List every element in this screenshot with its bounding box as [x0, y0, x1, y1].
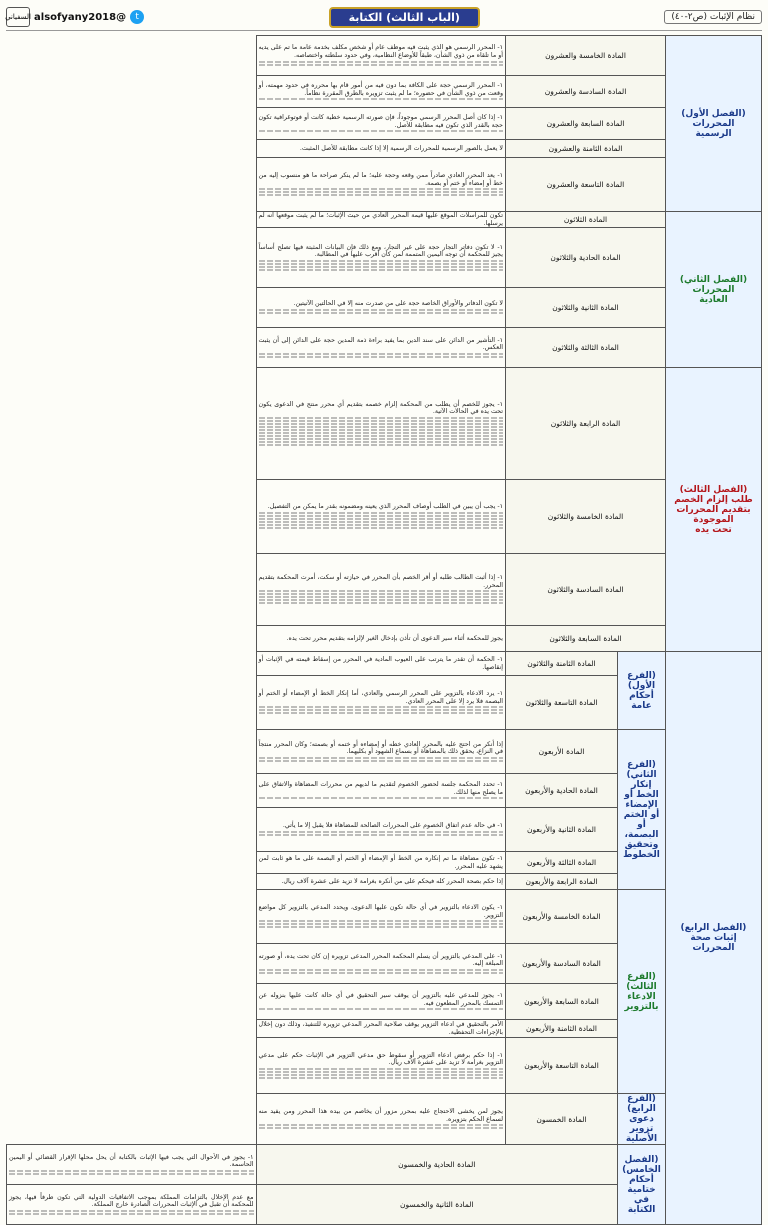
article-text [256, 626, 506, 652]
text-line-placeholder [259, 1127, 504, 1129]
article-text-content: ١- لا تكون دفاتر التجار حجة على غير التجار، ومع ذلك فإن البيانات المثبتة فيها تصلح أساساً يجيز للمحكمة أن توجه اليمين المتممة لمن كان أقرب عليها في المطالبة. [258, 243, 503, 259]
branch-heading [618, 730, 666, 890]
article-text [256, 984, 506, 1020]
chapter-heading [666, 368, 762, 652]
article-text [256, 480, 506, 554]
article-text-content: ١- يجوز للخصم أن يطلب من المحكمة إلزام خصمه بتقديم أي محرر منتج في الدعوى يكون تحت يده في الحالات الآتية. [258, 400, 503, 416]
text-line-placeholder [259, 432, 504, 434]
article-text-content: يجوز للمحكمة أثناء سير الدعوى أن تأذن بإدخال الغير لإلزامه بتقديم محرر تحت يده. [286, 634, 503, 642]
text-line-placeholder [259, 1077, 504, 1079]
article-text [7, 1185, 257, 1225]
article-row [7, 108, 762, 140]
article-row [7, 288, 762, 328]
branch-title: (الفرع الرابع) دعوى تزوير [627, 1094, 656, 1135]
article-number: المادة الحادية والثلاثون [506, 228, 666, 288]
article-number: المادة الخامسة والأربعون [506, 890, 618, 944]
article-text [256, 368, 506, 480]
text-line-placeholder [259, 429, 504, 431]
branch-heading [618, 890, 666, 1094]
text-line-placeholder [259, 602, 504, 604]
article-row [7, 1094, 762, 1145]
article-text-content: ١- في حالة عدم اتفاق الخصوم على المحررات الصالحة للمضاهاة فلا يقبل إلا ما يأتي. [282, 822, 503, 830]
article-number: المادة الثانية والثلاثون [506, 288, 666, 328]
branch-subtitle: الادعاء بالتزوير [624, 991, 659, 1012]
article-number: المادة السابعة والأربعون [506, 984, 618, 1020]
article-text [256, 652, 506, 676]
article-text [256, 730, 506, 774]
text-line-placeholder [9, 1173, 254, 1175]
article-text-content: ١- المحرر الرسمي هو الذي يثبت فيه موظف عام أو شخص مكلف بخدمة عامة ما تم على يديه أو ما تلقاه من ذوي الشأن، طبقاً للأوضاع النظامية، وفي حدود سلطته واختصاصه. [258, 44, 503, 59]
text-line-placeholder [259, 417, 504, 419]
branch-heading [618, 1094, 666, 1145]
article-text [256, 852, 506, 874]
system-label: نظام الإثبات (ص٢-٤٠) [664, 10, 762, 24]
chapter-heading [666, 212, 762, 368]
text-line-placeholder [259, 521, 504, 523]
article-number: المادة السادسة والثلاثون [506, 554, 666, 626]
article-text-content: ١- يجب أن يبين في الطلب أوصاف المحرر الذي يعينه ومضمونه بقدر ما يمكن من التفصيل. [267, 503, 503, 511]
text-line-placeholder [259, 269, 504, 271]
text-line-placeholder [259, 797, 504, 799]
account [6, 7, 144, 27]
chapter-subtitle: المحررات [692, 943, 735, 954]
article-number: المادة الأربعون [506, 730, 618, 774]
text-line-placeholder [259, 923, 504, 925]
article-row [7, 652, 762, 676]
chapter-title: (الفصل الرابع) إثبات صحة [680, 923, 747, 944]
branch-subtitle: الخطوط [623, 849, 660, 860]
article-number: المادة الحادية والخمسون [256, 1145, 618, 1185]
article-text [256, 1020, 506, 1038]
article-number: المادة السابعة والعشرون [506, 108, 666, 140]
article-text-content: ١- الحكمة أن تقدر ما يترتب على العيوب المادية في المحرر من إسقاط قيمته في الإثبات أو إنقاصها. [258, 656, 503, 671]
chapter-heading [666, 36, 762, 212]
text-line-placeholder [259, 709, 504, 711]
text-line-placeholder [259, 441, 504, 443]
branch-subtitle: الأصلية [625, 1134, 658, 1145]
text-line-placeholder [259, 423, 504, 425]
article-number: المادة السادسة والأربعون [506, 944, 618, 984]
chapter-title: (الفصل الخامس) أحكام [622, 1154, 661, 1185]
article-text-content: إذا أنكر من احتج عليه بالمحرر العادي خطه أو إمضاءه أو ختمه أو بصمته؛ وكان المحرر منتجاً في النزاع، يحقق ذلك بالمضاهاة أو بسماع الشهود أو بكليهما. [258, 740, 503, 756]
text-line-placeholder [259, 593, 504, 595]
chapter-title: (الفصل الثاني) المحررات [679, 274, 748, 295]
article-text [256, 1038, 506, 1094]
text-line-placeholder [259, 972, 504, 974]
branch-subtitle: أحكام عامة [629, 690, 654, 711]
article-number: المادة الرابعة والثلاثون [506, 368, 666, 480]
chapter-subtitle: تحت يده [695, 524, 732, 535]
text-line-placeholder [259, 524, 504, 526]
article-text-content: ١- إذا كان أصل المحرر الرسمي موجوداً، فإن صورته الرسمية خطية كانت أو فوتوغرافية تكون حجة بالقدر الذي تكون فيه مطابقة للأصل. [258, 113, 503, 129]
text-line-placeholder [259, 438, 504, 440]
article-number: المادة الثامنة والثلاثون [506, 652, 618, 676]
article-row [7, 36, 762, 76]
article-text [256, 1094, 506, 1145]
article-number: المادة الثالثة والثلاثون [506, 328, 666, 368]
text-line-placeholder [259, 760, 504, 762]
text-line-placeholder [259, 527, 504, 529]
article-text-content: الأمر بالتحقيق في ادعاء التزوير يوقف صلاحية المحرر المدعي تزويره للتنفيذ، وذلك دون إخلال بالإجراءات التحفظية. [258, 1021, 503, 1036]
text-line-placeholder [259, 706, 504, 708]
article-text [256, 108, 506, 140]
text-line-placeholder [259, 1124, 504, 1126]
text-line-placeholder [259, 599, 504, 601]
article-row [7, 554, 762, 626]
text-line-placeholder [259, 512, 504, 514]
article-text-content: ١- يجوز في الأحوال التي يجب فيها الإثبات بالكتابة أن يحل محلها الإقرار القضائي أو اليمين الحاسمة. [9, 1153, 254, 1169]
branch-title: (الفرع الأول) [627, 670, 656, 691]
text-line-placeholder [259, 1074, 504, 1076]
article-number: المادة الخامسة والعشرون [506, 36, 666, 76]
article-text-content: ١- يكون الادعاء بالتزوير في أي حالة تكون عليها الدعوى، ويحدد المدعي بالتزوير كل مواضع التزوير. [258, 904, 503, 919]
text-line-placeholder [259, 712, 504, 714]
article-row [7, 212, 762, 228]
branch-heading [618, 652, 666, 730]
article-text-content: ١- التأشير من الدائن على سند الدين بما يفيد براءة ذمة المدين حجة على الدائن إلى أن يثبت العكس. [258, 336, 503, 352]
chapter-heading [666, 652, 762, 1225]
text-line-placeholder [259, 590, 504, 592]
article-number: المادة الخمسون [506, 1094, 618, 1145]
article-text-content: تكون للمراسلات الموقع عليها قيمة المحرر العادي من حيث الإثبات؛ ما لم يثبت موقعها أنه لم يرسلها. [258, 212, 503, 227]
article-text-content: ١- على المدعي بالتزوير أن يسلم المحكمة المحرر المدعى تزويره إن كان تحت يده، أو صورته المبلغة إليه. [258, 952, 503, 968]
article-row [7, 140, 762, 158]
text-line-placeholder [259, 309, 504, 311]
author-logo: السفياني [6, 7, 30, 27]
article-row [7, 328, 762, 368]
article-number: المادة الثامنة والأربعون [506, 1020, 618, 1038]
text-line-placeholder [259, 1071, 504, 1073]
header [6, 4, 762, 31]
text-line-placeholder [259, 920, 504, 922]
article-number: المادة الثامنة والعشرون [506, 140, 666, 158]
article-text [256, 328, 506, 368]
text-line-placeholder [9, 1213, 254, 1215]
text-line-placeholder [259, 426, 504, 428]
chapter-subtitle: ختامية في الكتابة [627, 1184, 656, 1215]
article-number: المادة التاسعة والعشرون [506, 158, 666, 212]
branch-title: (الفرع الثالث) [626, 971, 657, 992]
article-text-content: ١- تحدد المحكمة جلسة لحضور الخصوم لتقديم ما لديهم من محررات المضاهاة والاتفاق على ما يصلح منها لذلك. [258, 781, 503, 796]
text-line-placeholder [259, 518, 504, 520]
text-line-placeholder [259, 969, 504, 971]
article-row [7, 158, 762, 212]
article-number: المادة التاسعة والأربعون [506, 1038, 618, 1094]
article-row [7, 1145, 762, 1185]
text-line-placeholder [259, 757, 504, 759]
text-line-placeholder [259, 353, 504, 355]
article-text-content: ١- يعد المحرر العادي صادراً ممن وقعه وحجة عليه؛ ما لم ينكر صراحة ما هو منسوب إليه من خط أو إمضاء أو ختم أو بصمة. [258, 171, 503, 187]
article-row [7, 76, 762, 108]
article-text [7, 1145, 257, 1185]
article-text [256, 140, 506, 158]
article-text [256, 158, 506, 212]
article-text [256, 890, 506, 944]
article-text [256, 212, 506, 228]
text-line-placeholder [259, 130, 504, 132]
article-text-content: ١- إذا حكم برفض ادعاء التزوير أو سقوط حق مدعي التزوير في الإثبات حكم على مدعي التزوير بغرامة لا تزيد على عشرة آلاف ريال. [258, 1051, 503, 1067]
article-text [256, 36, 506, 76]
text-line-placeholder [259, 926, 504, 928]
text-line-placeholder [259, 356, 504, 358]
article-row [7, 480, 762, 554]
text-line-placeholder [9, 1170, 254, 1172]
text-line-placeholder [9, 1210, 254, 1212]
article-text-content: ١- المحرر الرسمي حجة على الكافة بما دون فيه من أمور قام بها محرره في حدود مهمته، أو وقعت من ذوي الشأن في حضوره؛ ما لم يثبت تزويره بالطرق المقررة نظاماً. [258, 81, 503, 97]
chapter-heading [618, 1145, 666, 1225]
article-row [7, 730, 762, 774]
article-text-content: ١- يرد الادعاء بالتزوير على المحرر الرسمي والعادي، أما إنكار الخط أو الإمضاء أو الختم أو البصمة فلا يرد إلا على المحرر العادي. [258, 690, 503, 705]
article-text-content: لا تكون الدفاتر والأوراق الخاصة حجة على من صدرت منه إلا في الحالتين الآتيتين. [293, 300, 503, 308]
article-number: المادة الثانية والخمسون [256, 1185, 618, 1225]
chapter-title: (الفصل الأول) المحررات [681, 108, 746, 129]
article-number: المادة الرابعة والأربعون [506, 874, 618, 890]
article-row [7, 890, 762, 944]
articles-table [6, 35, 762, 1225]
twitter-icon: t [130, 10, 144, 24]
text-line-placeholder [259, 1068, 504, 1070]
article-number: المادة الخامسة والثلاثون [506, 480, 666, 554]
article-text [256, 288, 506, 328]
article-text [256, 676, 506, 730]
article-number: المادة الثانية والأربعون [506, 808, 618, 852]
article-number: المادة السادسة والعشرون [506, 76, 666, 108]
chapter-subtitle: العادية [699, 294, 728, 305]
article-text-content: ١- تكون مضاهاة ما تم إنكاره من الخط أو الإمضاء أو الختم أو البصمة على ما هو ثابت لمن يشهد عليه المحرر. [258, 855, 503, 870]
article-text-content: مع عدم الإخلال بالتزامات المملكة بموجب الاتفاقيات الدولية التي تكون طرفاً فيها، يجوز للمحكمة أن تقبل في الإثبات المحررات الصادرة خارج المملكة. [9, 1193, 254, 1209]
article-text-content: ١- إذا أثبت الطالب طلبه أو أقر الخصم بأن المحرر في حيازته أو سكت، أمرت المحكمة بتقديم المحرر. [258, 574, 503, 589]
article-number: المادة الثالثة والأربعون [506, 852, 618, 874]
article-text [256, 554, 506, 626]
text-line-placeholder [259, 260, 504, 262]
text-line-placeholder [259, 596, 504, 598]
text-line-placeholder [259, 834, 504, 836]
text-line-placeholder [259, 266, 504, 268]
article-text [256, 874, 506, 890]
text-line-placeholder [259, 444, 504, 446]
account-handle: @alsofyany2018 [34, 11, 127, 23]
chapter-title: (الفصل الثالث) طلب إلزام الخصم بتقديم المحررات الموجودة [674, 484, 753, 525]
text-line-placeholder [259, 435, 504, 437]
article-text [256, 76, 506, 108]
text-line-placeholder [259, 263, 504, 265]
text-line-placeholder [259, 98, 504, 100]
branch-title: (الفرع الثاني) إنكار الخط أو الإمضاء أو الختم أو البصمة، وتحقيق [623, 759, 660, 850]
text-line-placeholder [259, 64, 504, 66]
article-text-content: إذا حكم بصحة المحرر كله فيحكم على من أنكره بغرامة لا تزيد على عشرة آلاف ريال. [281, 877, 503, 885]
text-line-placeholder [259, 1008, 504, 1010]
article-text [256, 944, 506, 984]
article-text-content: ١- يجوز للمدعي عليه بالتزوير أن يوقف سير التحقيق في أي حالة كانت عليها بنزوله عن التمسك بالمحرر المطعون فيه. [258, 992, 503, 1007]
article-text-content: لا يعمل بالصور الرسمية للمحررات الرسمية إلا إذا كانت مطابقة للأصل المثبت. [299, 144, 503, 152]
article-number: المادة الثلاثون [506, 212, 666, 228]
article-number: المادة التاسعة والثلاثون [506, 676, 618, 730]
text-line-placeholder [259, 515, 504, 517]
text-line-placeholder [259, 420, 504, 422]
text-line-placeholder [259, 191, 504, 193]
article-row [7, 228, 762, 288]
article-text-content: يجوز لمن يخشى الاحتجاج عليه بمحرر مزور أن يخاصم من بيده هذا المحرر ومن يفيد منه لسماع الحكم بتزويره. [258, 1108, 503, 1123]
text-line-placeholder [259, 188, 504, 190]
page-title: (الباب الثالث) الكتابة [329, 7, 480, 28]
article-number: المادة الحادية والأربعون [506, 774, 618, 808]
text-line-placeholder [259, 61, 504, 63]
text-line-placeholder [259, 312, 504, 314]
article-text [256, 228, 506, 288]
chapter-subtitle: الرسمية [695, 128, 732, 139]
article-row [7, 626, 762, 652]
article-text [256, 774, 506, 808]
text-line-placeholder [259, 194, 504, 196]
text-line-placeholder [259, 831, 504, 833]
article-number: المادة السابعة والثلاثون [506, 626, 666, 652]
article-text [256, 808, 506, 852]
article-row [7, 368, 762, 480]
